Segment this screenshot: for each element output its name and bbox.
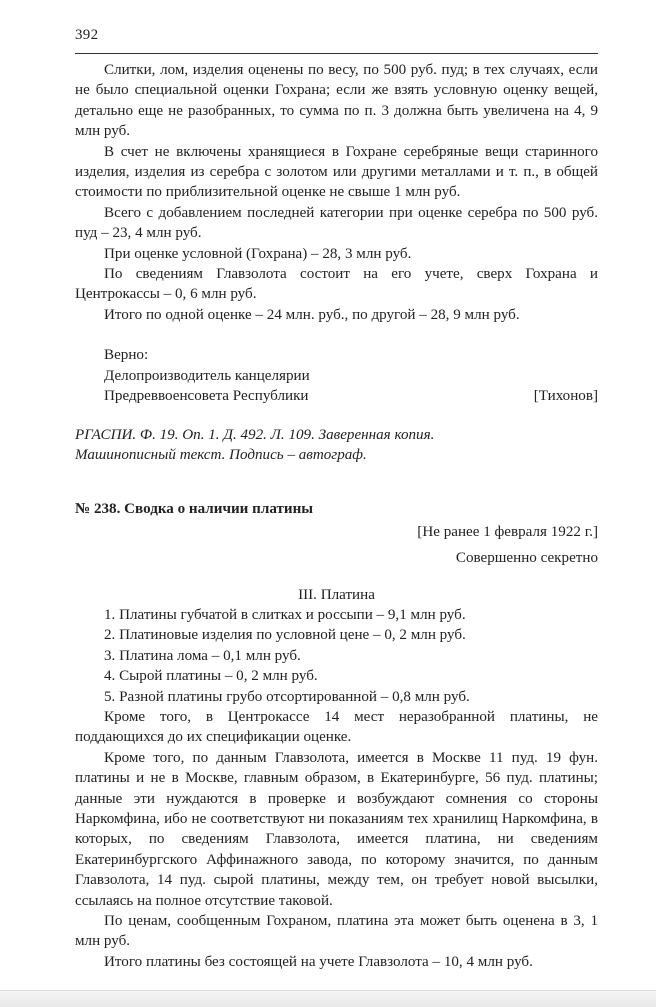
paragraph-total: Итого по одной оценке – 24 млн. руб., по другой – 28, 9 млн руб.: [104, 306, 520, 323]
archive-note: [75, 425, 598, 466]
paragraph-glavzoloto: По сведениям Главзолота состоит на его учете, сверх Гохрана и Центрокассы – 0, 6 млн руб.: [75, 266, 598, 303]
paragraph-platinum-total: Итого платины без состоящей на учете Главзолота – 10, 4 млн руб.: [104, 953, 533, 970]
list-item: 4. Сырой платины – 0, 2 млн руб.: [104, 668, 318, 685]
archive-note-line1: РГАСПИ. Ф. 19. Оп. 1. Д. 492. Л. 109. Заверенная копия.: [75, 426, 435, 443]
paragraph-total-silver: Всего с добавлением последней категории при оценке серебра по 500 руб. пуд – 23, 4 млн руб.: [75, 204, 598, 242]
list-item: 2. Платиновые изделия по условной цене – 0, 2 млн руб.: [104, 627, 466, 644]
list-item: 3. Платина лома – 0,1 млн руб.: [104, 647, 301, 664]
signature-position-line2: Предреввоенсовета Республики: [104, 388, 309, 405]
paragraph-silver-items: В счет не включены хранящиеся в Гохране серебряные вещи старинного изделия, изделия из серебра с золотом или другими металлами и т. п., в общей стоимости по приблизительной оценке не свыше 1 млн руб.: [75, 143, 598, 201]
document-date: [Не ранее 1 февраля 1922 г.]: [417, 523, 598, 540]
page-number: 392: [75, 27, 99, 43]
paragraph-glavzoloto-data: Кроме того, по данным Главзолота, имеется в Москве 11 пуд. 19 фун. платины и не в Москве, главным образом, в Екатеринбурге, 56 пуд. платины; данные эти нуждаются в проверке и возбуждают сомнения со стороны Наркомфина, ибо не соответствуют ни показаниям тех хранилищ Наркомфина, в которых, по сведениям Главзолота, имеется платина, ни сведениям Екатеринбургского Аффинажного завода, по которому значится, по данным Главзолота, 14 пуд. сырой платины, между тем, он требует новой высылки, ссылаясь на полное отсутствие таковой.: [75, 749, 598, 909]
signature-row: [104, 386, 598, 406]
signature-block: [75, 345, 598, 406]
archive-note-line2: Машинописный текст. Подпись – автограф.: [75, 446, 367, 463]
list-item: 5. Разной платины грубо отсортированной – 0,8 млн руб.: [104, 688, 470, 705]
paragraph-conditional-estimate: При оценке условной (Гохрана) – 28, 3 млн руб.: [104, 245, 412, 262]
document-classification: Совершенно секретно: [455, 550, 598, 567]
signature-name: [Тихонов]: [533, 388, 598, 405]
section-heading: III. Платина: [298, 586, 375, 603]
page-content: [75, 60, 598, 972]
header-rule: [75, 53, 598, 54]
paragraph-bullion: Слитки, лом, изделия оценены по весу, по 500 руб. пуд; в тех случаях, если не было специальной оценки Гохрана; если же взять условную оценку вещей, детально еще не разобранных, то сумма по п. 3 должна быть увеличена на 4, 9 млн руб.: [75, 62, 598, 140]
paragraph-gokhran-prices: По ценам, сообщенным Гохраном, платина эта может быть оценена в 3, 1 млн руб.: [75, 913, 598, 950]
paragraph-centrokassa: Кроме того, в Центрокассе 14 мест неразобранной платины, не поддающихся до их спецификации оценке.: [75, 708, 598, 746]
signature-position-line1: Делопроизводитель канцелярии: [104, 367, 310, 384]
list-item: 1. Платины губчатой в слитках и россыпи – 9,1 млн руб.: [104, 606, 466, 623]
page-bottom-edge: [0, 990, 656, 1007]
signature-verified: Верно:: [104, 347, 149, 364]
document-title: № 238. Сводка о наличии платины: [75, 501, 314, 518]
